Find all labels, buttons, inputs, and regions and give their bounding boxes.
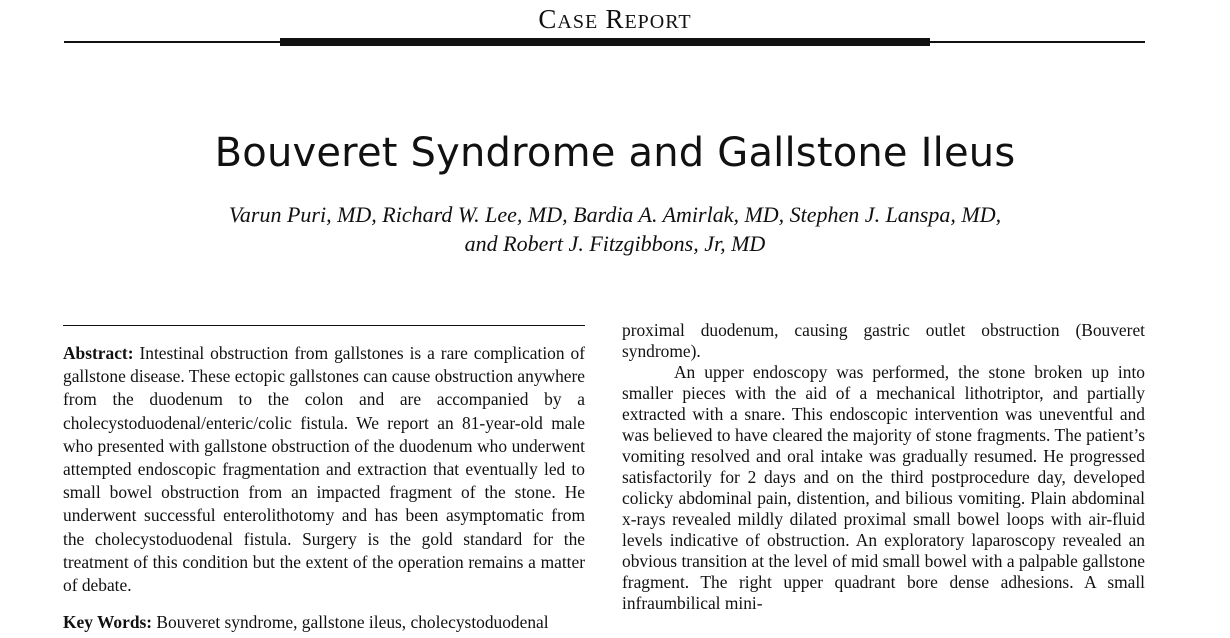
section-header-first-cap: C [538, 4, 558, 34]
abstract-text: Intestinal obstruction from gallstones is a rare complication of gallstone disease. These ectopic gallstones can cause obstruction anywhere from the duodenum to the colon and are accompanied by a cholecystoduodenal/enteric/colic fistula. We report an 81-year-old male who presented with gallstone obstruction of the duodenum who underwent attempted endoscopic fragmentation and extraction that eventually led to small bowel obstruction from an impacted fragment of the stone. He underwent successful enterolithotomy and has been asymptomatic from the cholecystoduodenal fistula. Surgery is the gold standard for the treatment of this condition but the extent of the operation remains a matter of debate. [63, 343, 585, 596]
section-header-first-rest: ASE [557, 11, 599, 33]
left-column [63, 325, 585, 634]
body-paragraph-1: proximal duodenum, causing gastric outlet obstruction (Bouveret syndrome). [622, 320, 1145, 361]
keywords-text: Bouveret syndrome, gallstone ileus, cholecystoduodenal [156, 612, 549, 633]
author-list [0, 200, 1230, 258]
abstract-label: Abstract: [63, 343, 134, 363]
section-header [0, 4, 1230, 35]
abstract-rule [63, 325, 585, 326]
right-column [622, 320, 1145, 614]
body-paragraph-2: An upper endoscopy was performed, the stone broken up into smaller pieces with the aid of a mechanical lithotriptor, and partially extracted with a snare. This endoscopic intervention was uneventful and was believed to have cleared the majority of stone fragments. The patient’s vomiting resolved and oral intake was gradually resumed. He progressed satisfactorily for 2 days and on the third postprocedure day, developed colicky abdominal pain, distention, and bilious vomiting. Plain abdominal x-rays revealed mildly dilated proximal small bowel loops with air-fluid levels indicative of obstruction. An exploratory laparoscopy revealed an obvious transition at the level of mid small bowel with a palpable gallstone fragment. The right upper quadrant bore dense adhesions. A small infraumbilical mini- [622, 362, 1145, 613]
header-rule-thick [280, 38, 930, 46]
keywords [63, 611, 585, 634]
keywords-label: Key Words: [63, 612, 153, 633]
authors-line-1: Varun Puri, MD, Richard W. Lee, MD, Bardia A. Amirlak, MD, Stephen J. Lanspa, MD, [228, 202, 1002, 227]
section-header-second-cap: R [605, 4, 625, 34]
article-title: Bouveret Syndrome and Gallstone Ileus [214, 130, 1016, 176]
authors-line-2: and Robert J. Fitzgibbons, Jr, MD [464, 231, 766, 256]
section-header-second-rest: EPORT [624, 11, 692, 33]
abstract [63, 342, 585, 597]
